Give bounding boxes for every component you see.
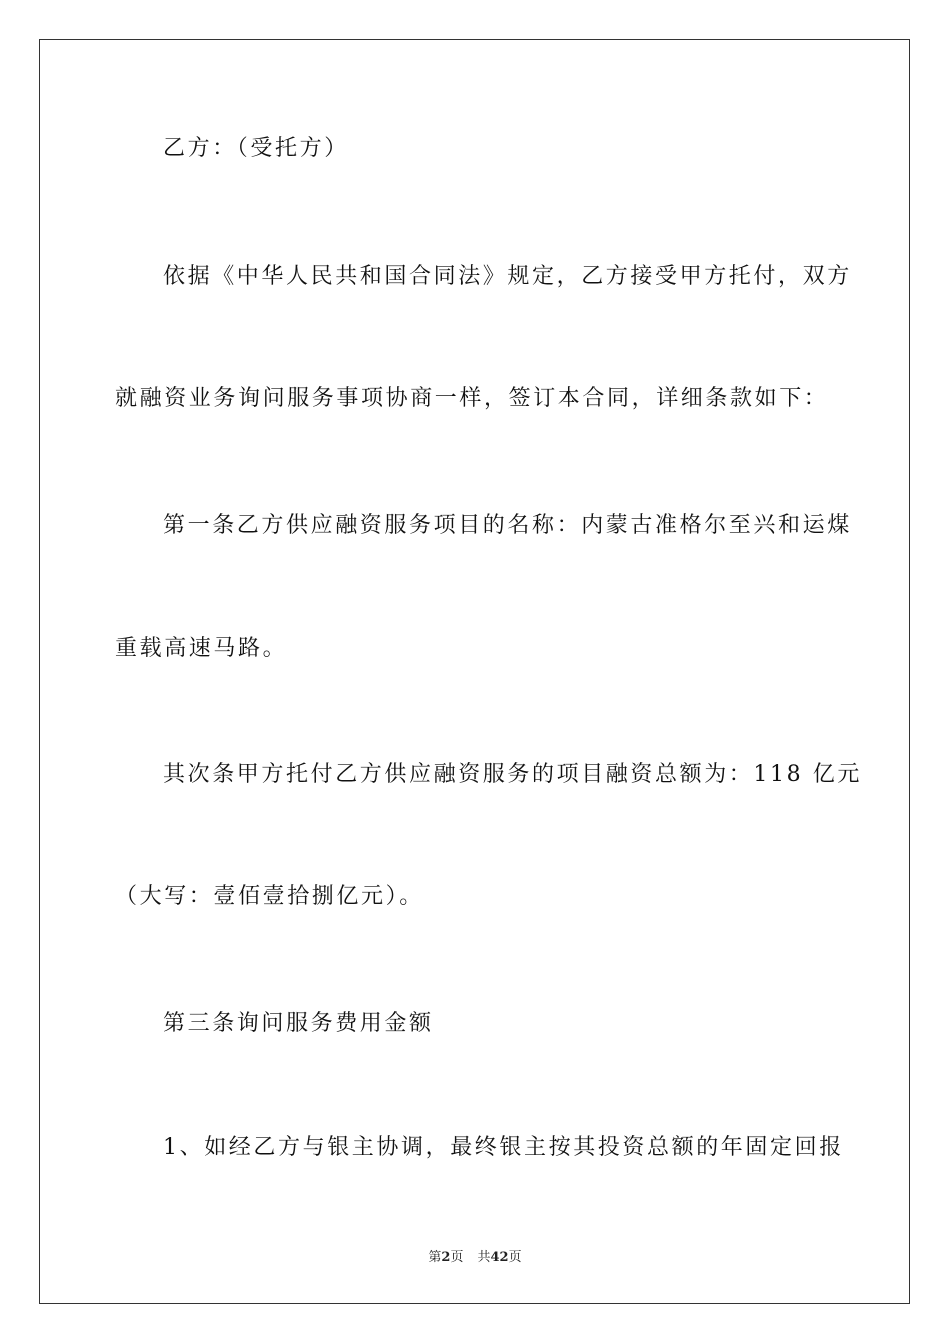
text-line-article-1-cont: 重载高速马路。 (115, 636, 288, 661)
text-line-article-1: 第一条乙方供应融资服务项目的名称：内蒙古准格尔至兴和运煤 (163, 513, 852, 538)
text-line-party-b: 乙方：（受托方） (163, 136, 349, 161)
page-footer (0, 1246, 950, 1265)
text-line-basis: 依据《中华人民共和国合同法》规定，乙方接受甲方托付，双方 (163, 264, 852, 289)
footer-page-total: 42 (490, 1250, 509, 1265)
footer-page-suffix: 页 (450, 1250, 464, 1265)
page-frame (39, 39, 910, 1304)
footer-total-prefix: 共 (477, 1250, 491, 1265)
text-line-item-1: 1、如经乙方与银主协调，最终银主按其投资总额的年固定回报 (163, 1135, 844, 1160)
text-line-article-3: 第三条询问服务费用金额 (163, 1011, 434, 1036)
text-line-basis-cont: 就融资业务询问服务事项协商一样，签订本合同，详细条款如下： (115, 386, 829, 411)
text-line-article-2-cont: （大写：壹佰壹拾捌亿元）。 (115, 884, 424, 909)
footer-total-suffix: 页 (508, 1250, 522, 1265)
footer-page-prefix: 第 (428, 1250, 442, 1265)
text-line-article-2: 其次条甲方托付乙方供应融资服务的项目融资总额为：118 亿元 (163, 762, 862, 787)
footer-page-current: 2 (441, 1250, 451, 1265)
